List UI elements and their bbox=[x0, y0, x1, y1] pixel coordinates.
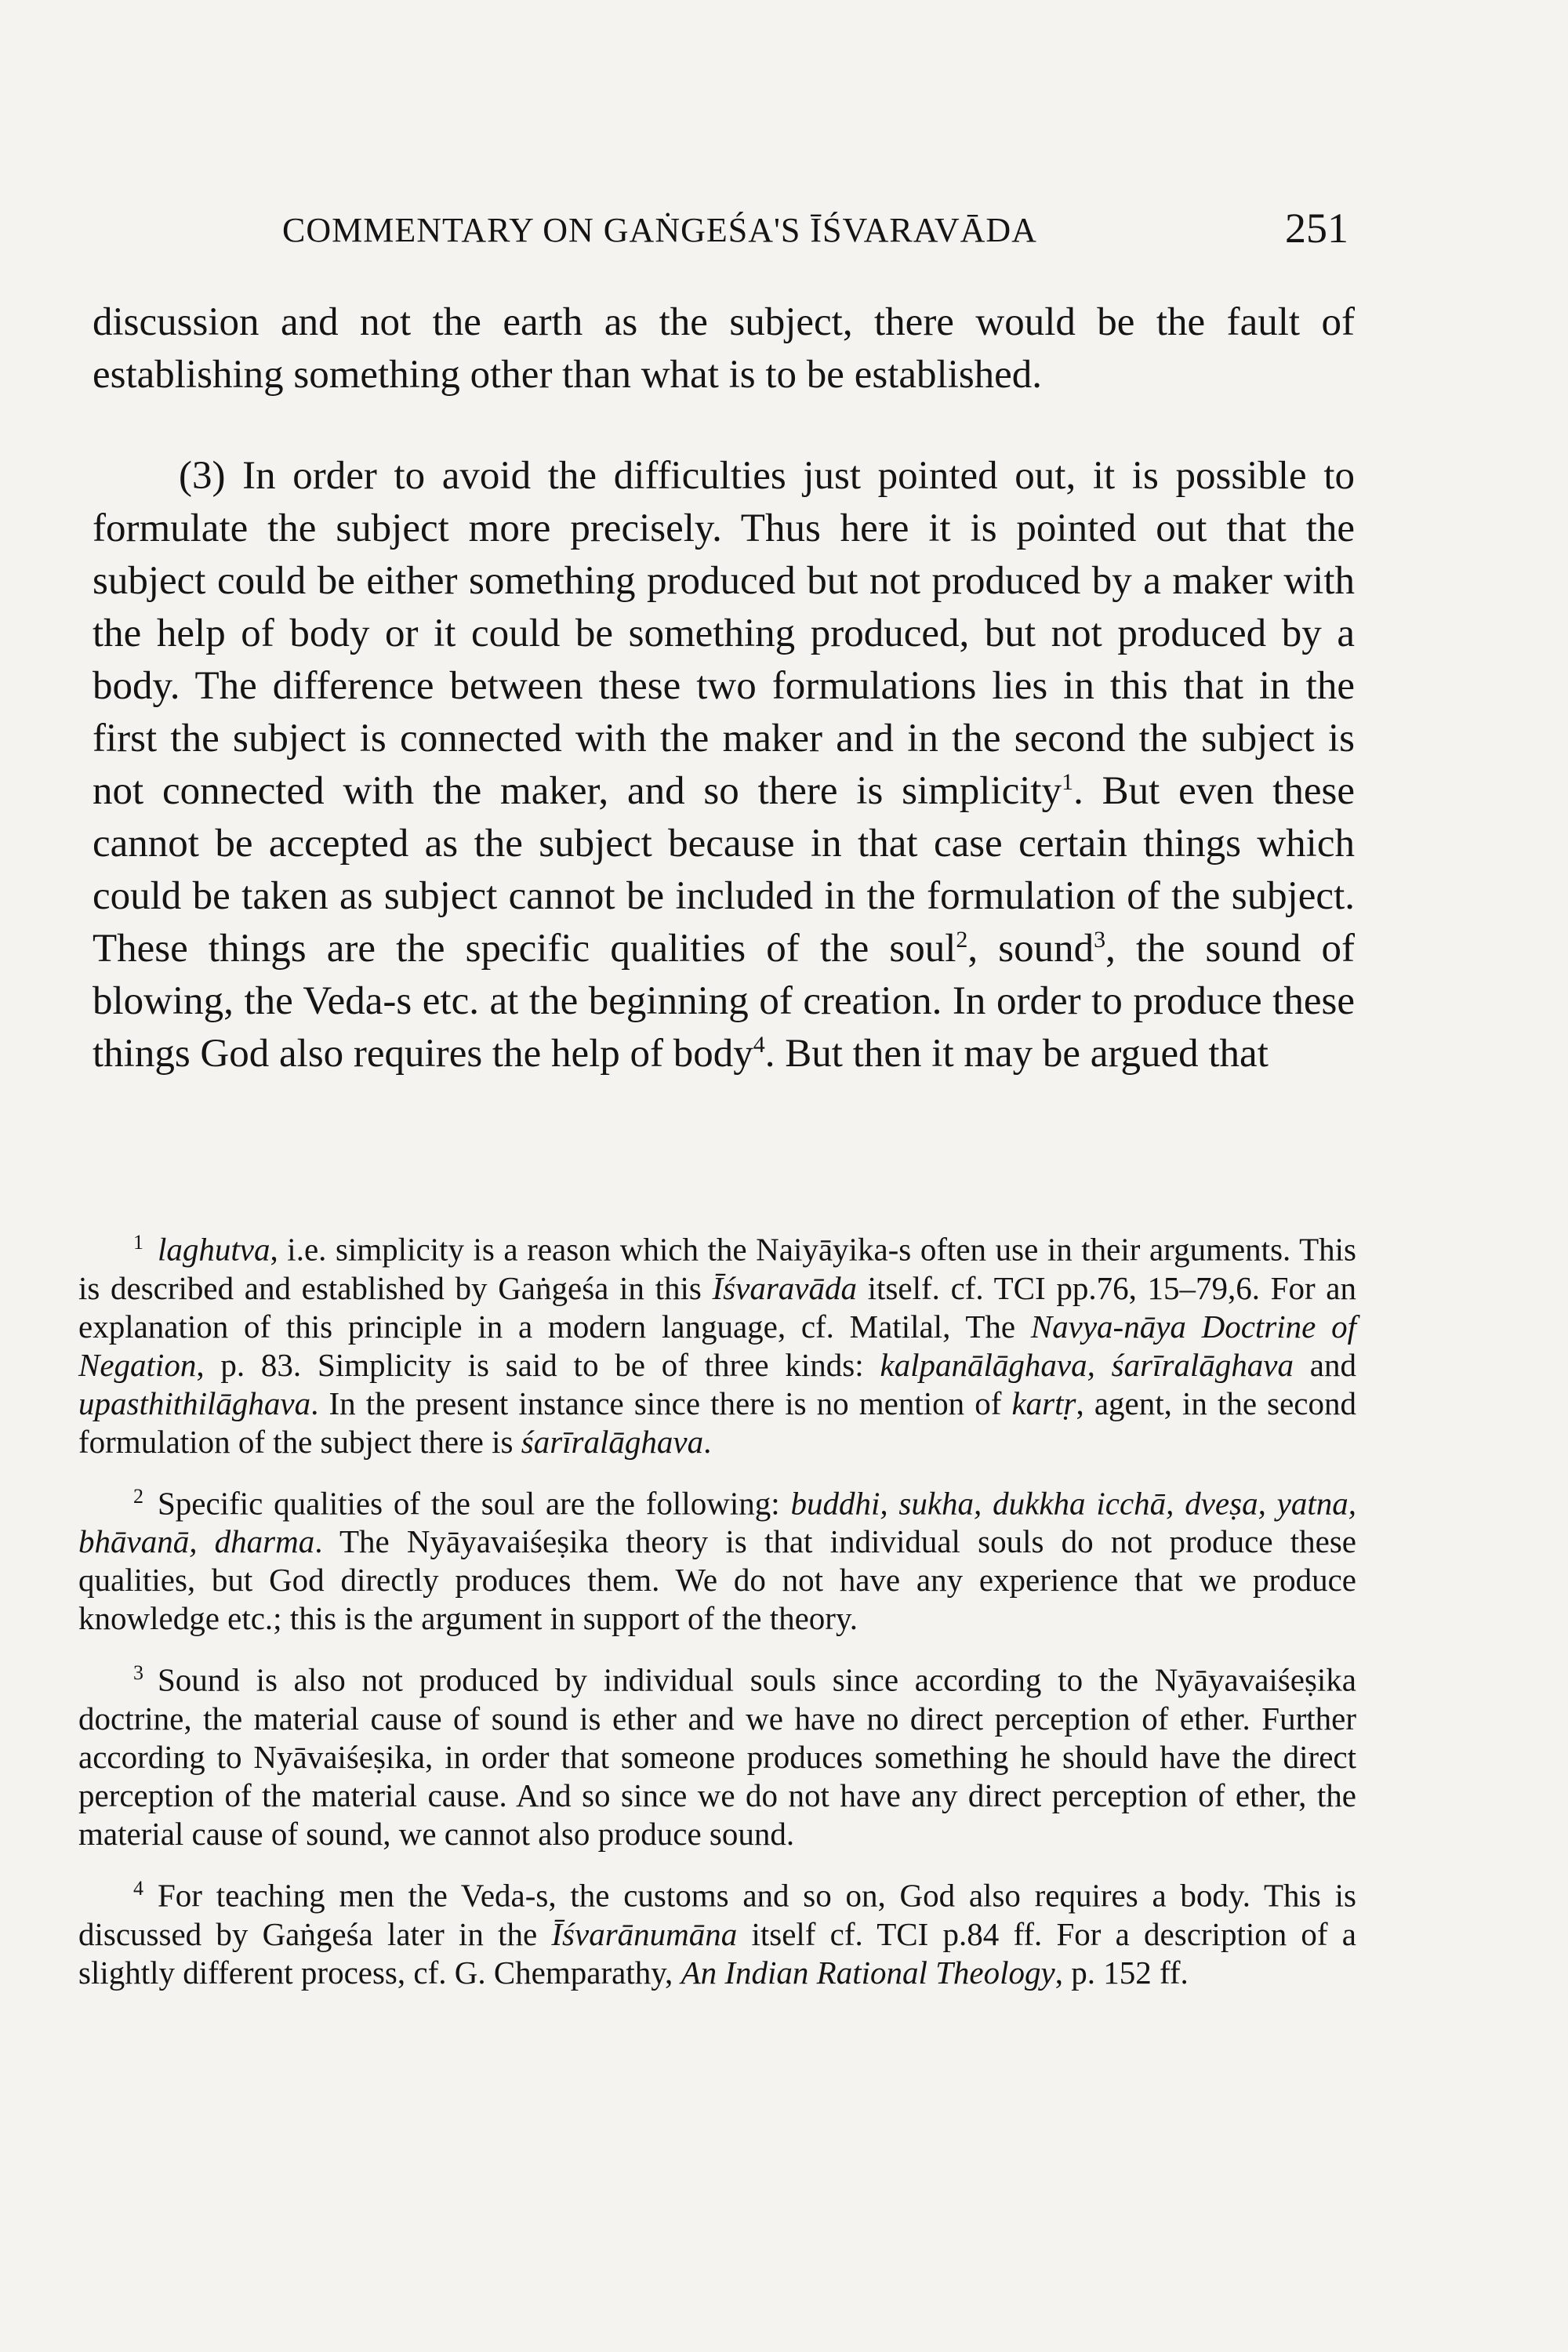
paragraph-text: , the sound of blowing, the Veda-s etc. at the beginning of creation. In order to produce these things God also requires the help of body bbox=[93, 927, 1355, 1076]
footnote-text: . In the present instance since there is no mention of bbox=[310, 1385, 1012, 1421]
footnote-1 bbox=[78, 1223, 1356, 1461]
paragraph-3 bbox=[93, 450, 1355, 1080]
footnote-term: Īśvaravāda bbox=[712, 1269, 857, 1306]
footnote-ref-1: 1 bbox=[1062, 769, 1074, 795]
footnote-term: kalpanālāghava, śarīralāghava bbox=[880, 1346, 1294, 1383]
footnote-ref-3: 3 bbox=[1094, 927, 1106, 953]
footnote-text: . The Nyāyavaiśeṣika theory is that individual souls do not produce these qualities, but God directly produces them. We do not have any experience that we produce knowledge etc.; this is the argument in support of the theory. bbox=[78, 1523, 1356, 1637]
footnote-text: Specific qualities of the soul are the following: bbox=[158, 1485, 791, 1522]
footnote-term: kartṛ bbox=[1011, 1385, 1076, 1421]
footnote-4 bbox=[78, 1869, 1356, 1992]
footnote-text: , agent, in the second formulation of the subject there is bbox=[78, 1385, 1356, 1460]
footnote-mark: 2 bbox=[133, 1484, 143, 1508]
footnote-text: and bbox=[1294, 1346, 1357, 1383]
footnote-mark: 4 bbox=[133, 1876, 143, 1900]
footnote-term: upasthithilāghava bbox=[78, 1385, 311, 1421]
footnotes bbox=[78, 1223, 1356, 2008]
footnote-mark: 3 bbox=[133, 1661, 143, 1685]
footnote-text: itself cf. TCI p.84 ff. For a description of a slightly different process, cf. G. Chemparathy, bbox=[78, 1915, 1356, 1991]
footnote-3 bbox=[78, 1653, 1356, 1853]
footnote-book-title: Navya-nāya Doctrine of Negation bbox=[78, 1308, 1356, 1383]
paragraph-text: . But even these cannot be accepted as the subject because in that case certain things which could be taken as subject cannot be included in the formulation of the subject. These things are the specific qualities of the soul bbox=[93, 769, 1356, 971]
footnote-book-title: An Indian Rational Theology bbox=[681, 1954, 1055, 1991]
paragraph-continuation: discussion and not the earth as the subject, there would be the fault of establishing something other than what is to be established. bbox=[93, 300, 1355, 397]
paragraph-text: . But then it may be argued that bbox=[764, 1032, 1269, 1076]
footnote-text: Sound is also not produced by individual souls since according to the Nyāyavaiśeṣika doctrine, the material cause of sound is ether and we have no direct perception of ether. Further according to Nyāvaiśeṣika, in order that someone produces something he should have the direct perception of the material cause. And so since we do not have any direct perception of ether, the material cause of sound, we cannot also produce sound. bbox=[78, 1661, 1356, 1852]
footnote-text: itself. cf. TCI pp.76, 15–79,6. For an explanation of this principle in a modern language, cf. Matilal, The bbox=[78, 1269, 1356, 1345]
paragraph-text: (3) In order to avoid the difficulties just pointed out, it is possible to formulate the subject more precisely. Thus here it is pointed out that the subject could be either something produced but not produced by a maker with the help of body or it could be something produced, but not produced by a body. The difference between these two formulations lies in this that in the first the subject is connected with the maker and in the second the subject is not connected with the maker, and so there is simplicity bbox=[93, 454, 1355, 813]
footnote-ref-2: 2 bbox=[956, 927, 968, 953]
running-title: COMMENTARY ON GAṄGEŚA'S ĪŚVARAVĀDA bbox=[282, 211, 1037, 249]
page-number: 251 bbox=[1285, 205, 1348, 252]
footnote-term: buddhi, sukha, dukkha icchā, dveṣa, yatna, bhāvanā, dharma bbox=[78, 1485, 1356, 1560]
footnote-text: , i.e. simplicity is a reason which the Naiyāyika-s often use in their arguments. This is described and established by Gaṅgeśa in this bbox=[78, 1231, 1356, 1306]
footnote-text: . bbox=[703, 1423, 712, 1460]
page-header bbox=[282, 205, 1348, 273]
footnote-ref-4: 4 bbox=[753, 1032, 765, 1058]
footnote-term: śarīralāghava bbox=[521, 1423, 704, 1460]
body-text bbox=[93, 296, 1355, 1080]
footnote-text: For teaching men the Veda-s, the customs and so on, God also requires a body. This is discussed by Gaṅgeśa later in the bbox=[78, 1877, 1356, 1952]
footnote-text: , p. 152 ff. bbox=[1054, 1954, 1189, 1991]
footnote-term: laghutva bbox=[158, 1231, 270, 1268]
footnote-text: , p. 83. Simplicity is said to be of three kinds: bbox=[196, 1346, 880, 1383]
footnote-term: Īśvarānumāna bbox=[551, 1915, 738, 1952]
footnote-2 bbox=[78, 1477, 1356, 1639]
paragraph-text: , sound bbox=[967, 927, 1094, 971]
footnote-mark: 1 bbox=[133, 1231, 143, 1254]
